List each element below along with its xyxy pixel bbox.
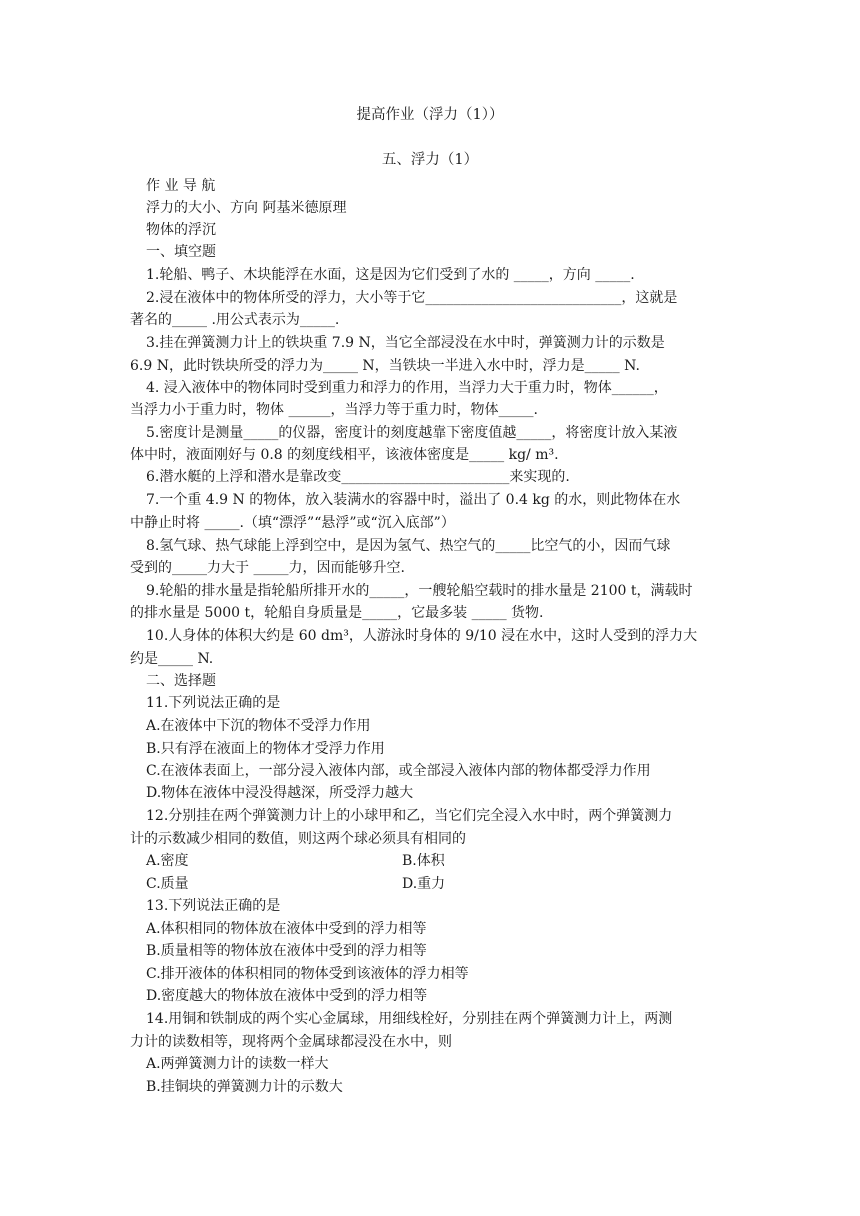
question-13-option-a: A.体积相同的物体放在液体中受到的浮力相等 bbox=[146, 921, 427, 937]
question-5-line-2: 体中时，液面刚好与 0.8 的刻度线相平，该液体密度是_____ kg/ m³. bbox=[130, 447, 559, 463]
question-2-line-2: 著名的_____ .用公式表示为_____. bbox=[130, 312, 340, 328]
question-11-option-b: B.只有浮在液面上的物体才受浮力作用 bbox=[146, 741, 385, 757]
question-14-option-a: A.两弹簧测力计的读数一样大 bbox=[146, 1056, 329, 1072]
question-11: 11.下列说法正确的是 bbox=[146, 695, 281, 711]
question-13: 13.下列说法正确的是 bbox=[146, 898, 281, 914]
question-3-line-1: 3.挂在弹簧测力计上的铁块重 7.9 N，当它全部浸没在水中时，弹簧测力计的示数是 bbox=[146, 335, 665, 351]
question-1: 1.轮船、鸭子、木块能浮在水面，这是因为它们受到了水的 _____，方向 _____. bbox=[146, 267, 635, 283]
question-14-option-b: B.挂铜块的弹簧测力计的示数大 bbox=[146, 1079, 343, 1095]
question-7-line-1: 7.一个重 4.9 N 的物体，放入装满水的容器中时，溢出了 0.4 kg 的水，则此物体在水 bbox=[146, 492, 681, 508]
question-9-line-1: 9.轮船的排水量是指轮船所排开水的_____，一艘轮船空载时的排水量是 2100 t，满载时 bbox=[146, 583, 693, 599]
question-13-option-d: D.密度越大的物体放在液体中受到的浮力相等 bbox=[146, 988, 428, 1004]
question-8-line-2: 受到的_____力大于 _____力，因而能够升空. bbox=[130, 560, 405, 576]
nav-title: 作 业 导 航 bbox=[146, 178, 216, 194]
question-12-option-b: B.体积 bbox=[402, 853, 445, 869]
question-3-line-2: 6.9 N，此时铁块所受的浮力为_____ N，当铁块一半进入水中时，浮力是_____ N. bbox=[130, 358, 640, 374]
question-9-line-2: 的排水量是 5000 t，轮船自身质量是_____，它最多装 _____ 货物. bbox=[130, 605, 544, 621]
question-8-line-1: 8.氢气球、热气球能上浮到空中，是因为氢气、热空气的_____比空气的小，因而气球 bbox=[146, 538, 671, 554]
question-2-line-1: 2.浸在液体中的物体所受的浮力，大小等于它____________________________，这就是 bbox=[146, 290, 678, 306]
question-4-line-1: 4. 浸入液体中的物体同时受到重力和浮力的作用，当浮力大于重力时，物体______， bbox=[146, 380, 668, 396]
question-10-line-1: 10.人身体的体积大约是 60 dm³，人游泳时身体的 9/10 浸在水中，这时人受到的浮力大 bbox=[146, 628, 698, 644]
nav-line-1: 浮力的大小、方向 阿基米德原理 bbox=[146, 200, 347, 216]
section-title: 五、浮力（1） bbox=[381, 152, 479, 168]
question-12-option-c: C.质量 bbox=[146, 876, 189, 892]
question-6: 6.潜水艇的上浮和潜水是靠改变________________________来实现的. bbox=[146, 469, 570, 485]
question-5-line-1: 5.密度计是测量_____的仪器，密度计的刻度越靠下密度值越_____，将密度计放入某液 bbox=[146, 425, 678, 441]
question-10-line-2: 约是_____ N. bbox=[130, 651, 214, 667]
part2-heading: 二、选择题 bbox=[146, 673, 216, 689]
question-14-line-2: 力计的读数相等，现将两个金属球都浸没在水中，则 bbox=[130, 1034, 452, 1050]
question-12-line-2: 计的示数减少相同的数值，则这两个球必须具有相同的 bbox=[130, 831, 466, 847]
question-4-line-2: 当浮力小于重力时，物体 ______，当浮力等于重力时，物体_____. bbox=[130, 402, 538, 418]
part1-heading: 一、填空题 bbox=[146, 244, 216, 260]
question-13-option-b: B.质量相等的物体放在液体中受到的浮力相等 bbox=[146, 943, 427, 959]
question-12-line-1: 12.分别挂在两个弹簧测力计上的小球甲和乙，当它们完全浸入水中时，两个弹簧测力 bbox=[146, 808, 673, 824]
question-11-option-c: C.在液体表面上，一部分浸入液体内部，或全部浸入液体内部的物体都受浮力作用 bbox=[146, 763, 651, 779]
question-13-option-c: C.排开液体的体积相同的物体受到该液体的浮力相等 bbox=[146, 966, 469, 982]
question-11-option-d: D.物体在液体中浸没得越深，所受浮力越大 bbox=[146, 785, 414, 801]
nav-line-2: 物体的浮沉 bbox=[146, 222, 216, 238]
question-12-option-d: D.重力 bbox=[402, 876, 446, 892]
question-7-line-2: 中静止时将 _____.（填“漂浮”“悬浮”或“沉入底部”） bbox=[130, 515, 455, 531]
document-header: 提高作业（浮力（1）） bbox=[356, 107, 504, 123]
question-14-line-1: 14.用铜和铁制成的两个实心金属球，用细线栓好，分别挂在两个弹簧测力计上，两测 bbox=[146, 1011, 673, 1027]
question-12-option-a: A.密度 bbox=[146, 853, 189, 869]
question-11-option-a: A.在液体中下沉的物体不受浮力作用 bbox=[146, 718, 371, 734]
